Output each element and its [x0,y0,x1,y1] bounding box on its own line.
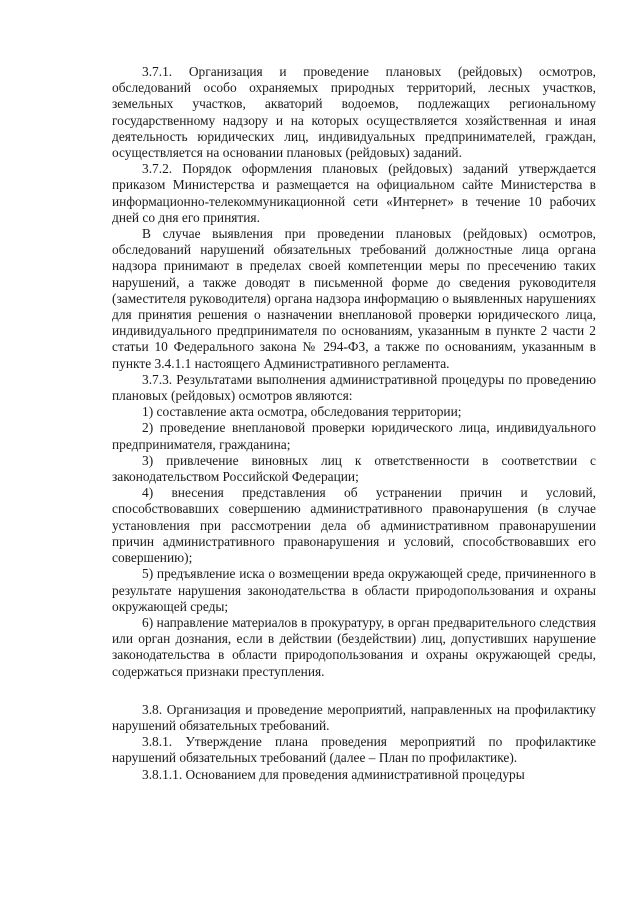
paragraph-violations: В случае выявления при проведении плановых (рейдовых) осмотров, обследований нарушений обязательных требований должностные лица органа надзора принимают в пределах своей компетенции меры по пресечению таких нарушений, а также доводят в письменной форме до сведения руководителя (заместителя руководителя) органа надзора информацию о выявленных нарушениях для принятия решения о назначении внеплановой проверки юридического лица, индивидуального предпринимателя по основаниям, указанным в пункте 2 части 2 статьи 10 Федерального закона № 294-ФЗ, а также по основаниям, указанным в пункте 3.4.1.1 настоящего Административного регламента. [112,226,596,371]
paragraph-3-7-2: 3.7.2. Порядок оформления плановых (рейдовых) заданий утверждается приказом Министерства и размещается на официальном сайте Министерства в информационно-телекоммуникационной сети «Интернет» в течение 10 рабочих дней со дня его принятия. [112,161,596,225]
list-item-4: 4) внесения представления об устранении причин и условий, способствовавших совершению административного правонарушения (в случае установления при рассмотрении дела об административном правонарушении причин административного правонарушения и условий, способствовавших его совершению); [112,485,596,566]
list-item-2: 2) проведение внеплановой проверки юридического лица, индивидуального предпринимателя, гражданина; [112,420,596,452]
list-item-3: 3) привлечение виновных лиц к ответственности в соответствии с законодательством Российской Федерации; [112,452,596,485]
section-heading-3-8: 3.8. Организация и проведение мероприятий, направленных на профилактику нарушений обязательных требований. [112,701,596,733]
paragraph-3-8-1: 3.8.1. Утверждение плана проведения мероприятий по профилактике нарушений обязательных требований (далее – План по профилактике). [112,734,596,766]
paragraph-3-7-3: 3.7.3. Результатами выполнения административной процедуры по проведению плановых (рейдовых) осмотров являются: [112,371,596,404]
list-item-1: 1) составление акта осмотра, обследования территории; [142,404,462,420]
document-page [112,64,596,783]
list-item-6: 6) направление материалов в прокуратуру, в орган предварительного следствия или орган дознания, если в действии (бездействии) лиц, допустивших нарушение законодательства в области природопользования и охраны окружающей среды, содержаться признаки преступления. [112,614,596,679]
paragraph-3-7-1: 3.7.1. Организация и проведение плановых (рейдовых) осмотров, обследований особо охраняемых природных территорий, лесных участков, земельных участков, акваторий водоемов, подлежащих региональному государственному надзору и на которых осуществляется хозяйственная и иная деятельность юридических лиц, индивидуальных предпринимателей, граждан, осуществляется на основании плановых (рейдовых) заданий. [112,64,596,161]
paragraph-3-8-1-1: 3.8.1.1. Основанием для проведения административной процедуры [142,766,525,782]
list-item-5: 5) предъявление иска о возмещении вреда окружающей среде, причиненного в результате нарушения законодательства в области природопользования и охраны окружающей среды; [112,566,596,614]
section-spacer [112,680,596,702]
